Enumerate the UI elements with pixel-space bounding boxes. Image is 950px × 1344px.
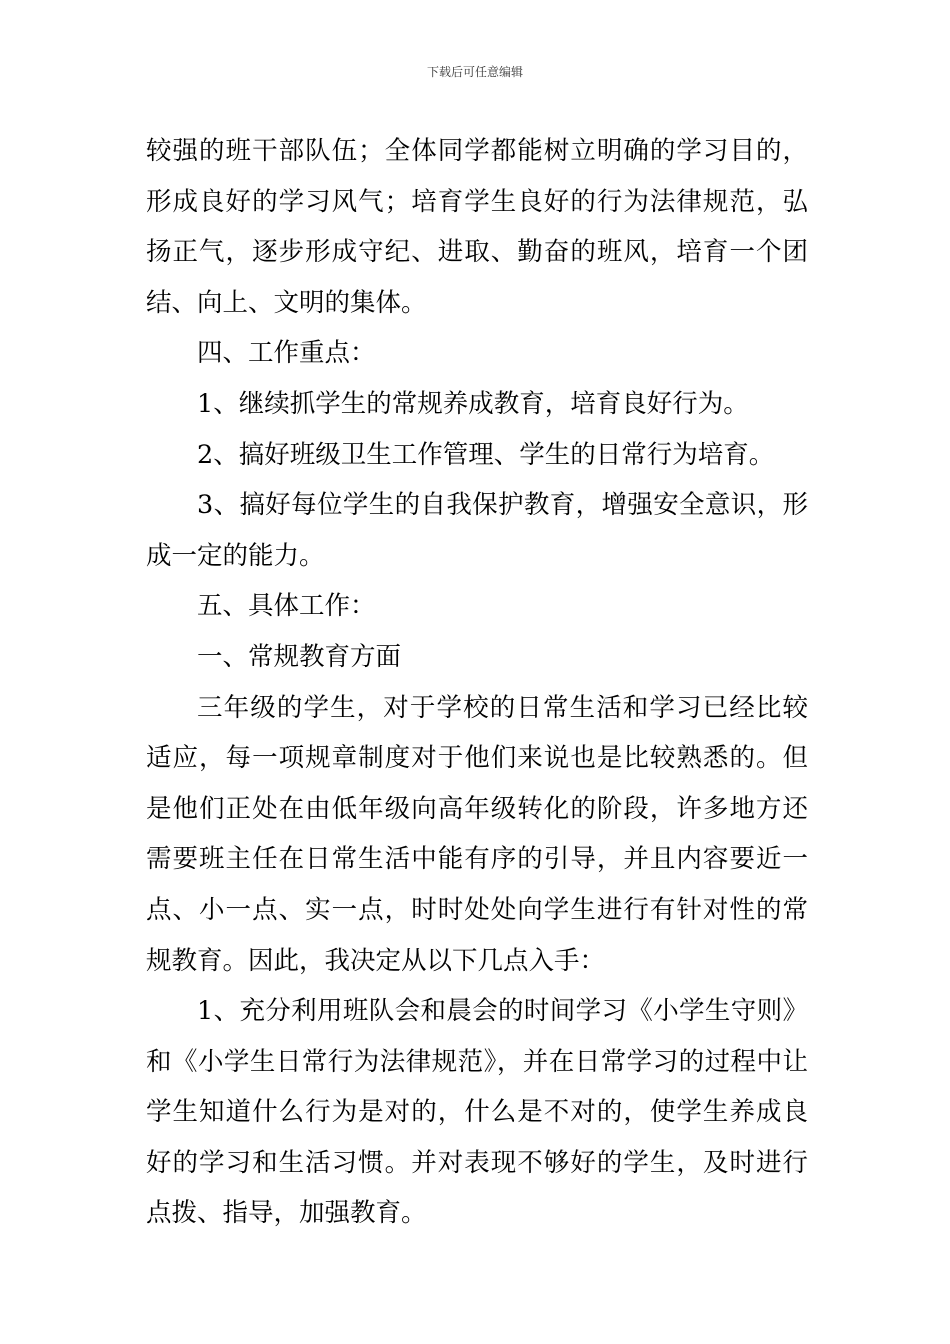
paragraph-7: 一、常规教育方面 xyxy=(197,641,402,672)
paragraph-5: 3、搞好每位学生的自我保护教育，增强安全意识，形成一定的能力。 xyxy=(146,490,808,571)
page-header: 下载后可任意编辑 xyxy=(426,65,523,79)
paragraph-4: 2、搞好班级卫生工作管理、学生的日常行为培育。 xyxy=(197,439,775,470)
paragraph-3: 1、继续抓学生的常规养成教育，培育良好行为。 xyxy=(197,388,749,419)
paragraph-8: 三年级的学生，对于学校的日常生活和学习已经比较适应，每一项规章制度对于他们来说也是比较熟悉的。但是他们正处在由低年级向高年级转化的阶段，许多地方还需要班主任在日常生活中能有序的引导，并且内容要近一点、小一点、实一点，时时处处向学生进行有针对性的常规教育。因此，我决定从以下几点入手： xyxy=(146,692,808,976)
paragraph-6: 五、具体工作： xyxy=(197,591,376,622)
paragraph-9: 1、充分利用班队会和晨会的时间学习《小学生守则》和《小学生日常行为法律规范》，并在日常学习的过程中让学生知道什么行为是对的，什么是不对的，使学生养成良好的学习和生活习惯。并对表现不够好的学生，及时进行点拨、指导，加强教育。 xyxy=(146,996,808,1229)
paragraph-1: 较强的班干部队伍；全体同学都能树立明确的学习目的，形成良好的学习风气；培育学生良好的行为法律规范，弘扬正气，逐步形成守纪、进取、勤奋的班风，培育一个团结、向上、文明的集体。 xyxy=(146,136,808,318)
document-body xyxy=(146,126,808,1239)
paragraph-2: 四、工作重点： xyxy=(197,338,376,369)
